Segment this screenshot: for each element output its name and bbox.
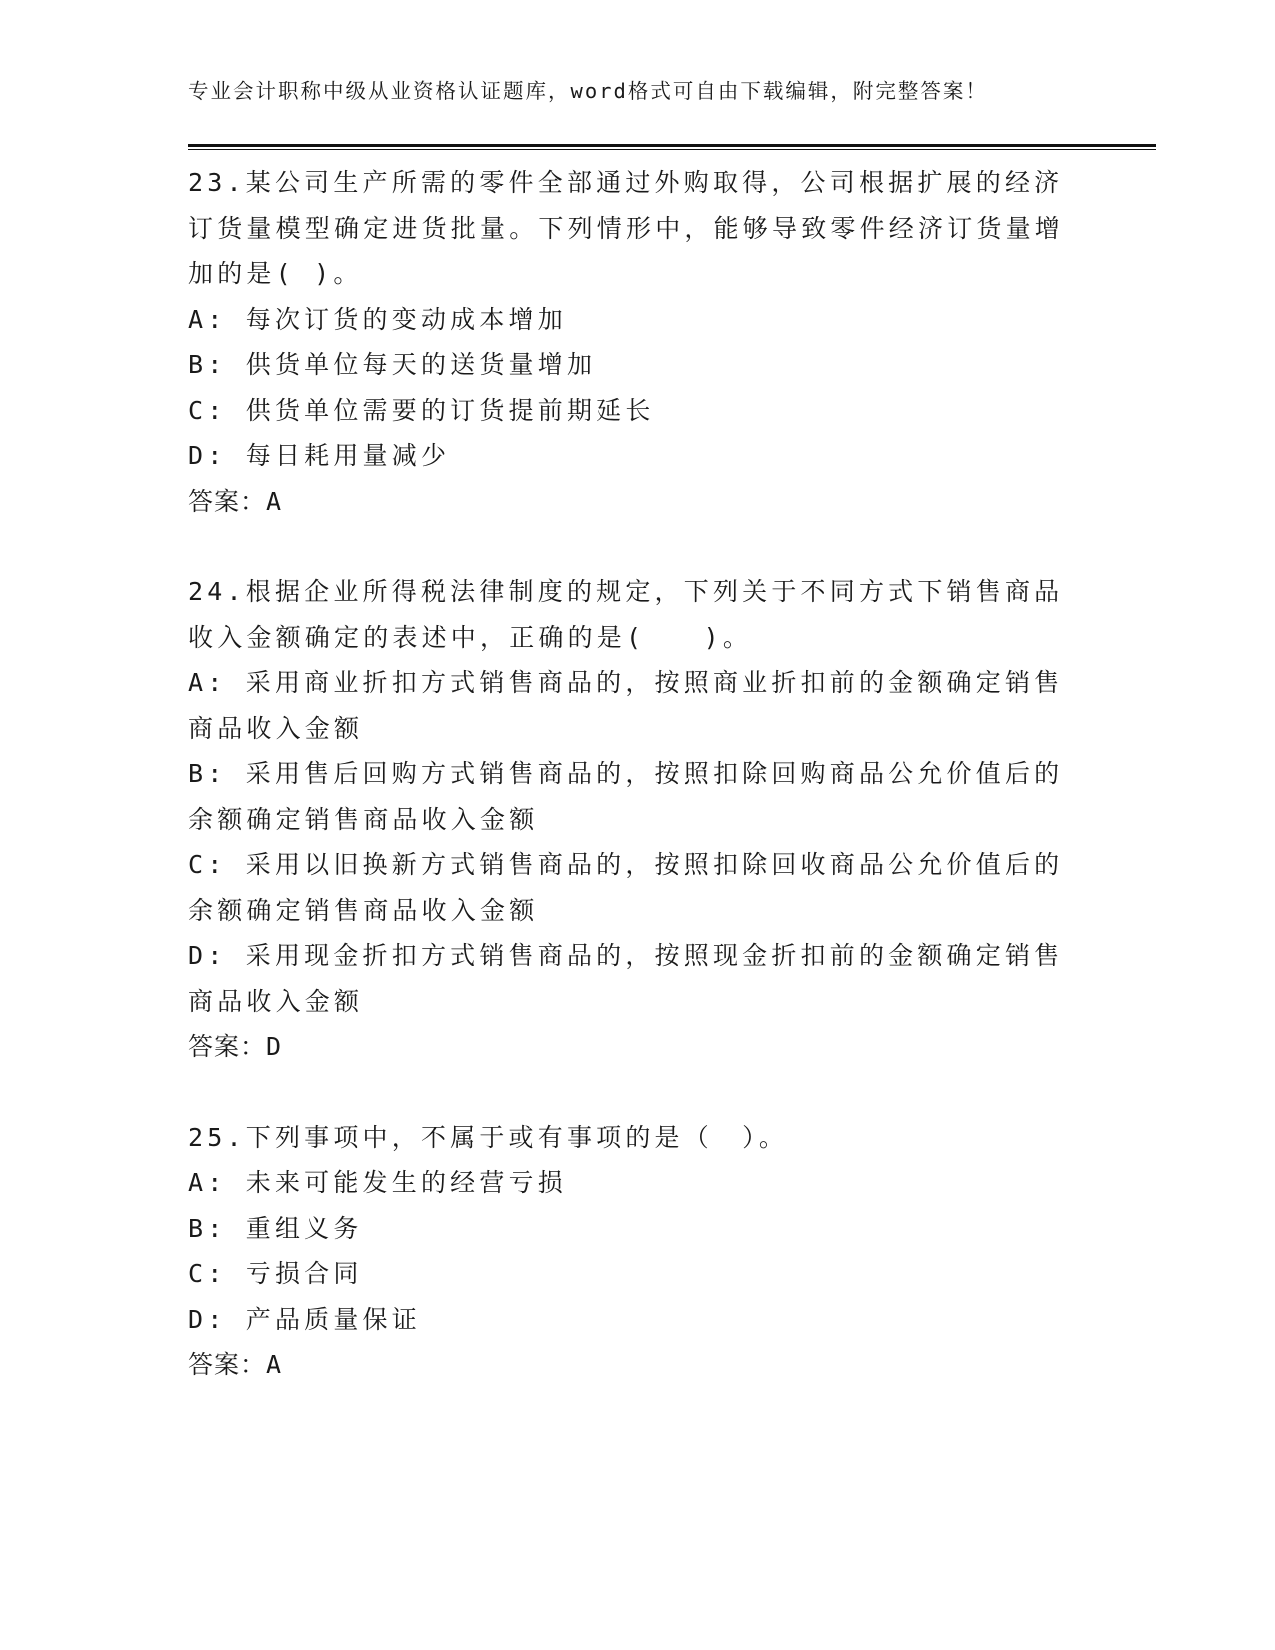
option-d: D: 采用现金折扣方式销售商品的，按照现金折扣前的金额确定销售商品收入金额 (188, 941, 1064, 1016)
header-divider (188, 144, 1156, 150)
option-d: D: 产品质量保证 (188, 1304, 421, 1334)
option-a: A: 每次订货的变动成本增加 (188, 304, 567, 334)
question-23 (188, 160, 1088, 524)
answer-value: A (266, 486, 283, 516)
option-c: C: 供货单位需要的订货提前期延长 (188, 395, 655, 425)
question-24 (188, 569, 1088, 1070)
answer (188, 1342, 1088, 1388)
option-b: B: 采用售后回购方式销售商品的，按照扣除回购商品公允价值后的余额确定销售商品收入金额 (188, 759, 1064, 834)
question-list (188, 160, 1088, 1388)
answer-value: D (266, 1032, 283, 1061)
answer (188, 479, 1088, 525)
option-d: D: 每日耗用量减少 (188, 441, 451, 470)
question-stem: 25.下列事项中，不属于或有事项的是（ ）。 (188, 1122, 789, 1152)
option-b: B: 重组义务 (188, 1213, 363, 1243)
option-b: B: 供货单位每天的送货量增加 (188, 350, 597, 379)
option-c: C: 亏损合同 (188, 1259, 363, 1288)
question-stem: 23.某公司生产所需的零件全部通过外购取得，公司根据扩展的经济订货量模型确定进货批量。下列情形中，能够导致零件经济订货量增加的是( )。 (188, 168, 1065, 288)
question-stem: 24.根据企业所得税法律制度的规定，下列关于不同方式下销售商品收入金额确定的表述中，正确的是( )。 (188, 577, 1064, 652)
option-c: C: 采用以旧换新方式销售商品的，按照扣除回收商品公允价值后的余额确定销售商品收入金额 (188, 850, 1064, 925)
answer-label: 答案： (188, 1350, 267, 1379)
question-25 (188, 1115, 1088, 1388)
page-header: 专业会计职称中级从业资格认证题库，word格式可自由下载编辑，附完整答案！ (188, 79, 988, 103)
question-gap (188, 1070, 1088, 1115)
option-a: A: 采用商业折扣方式销售商品的，按照商业折扣前的金额确定销售商品收入金额 (188, 668, 1064, 743)
answer-label: 答案： (188, 1032, 267, 1061)
answer-label: 答案： (188, 486, 267, 516)
answer-value: A (266, 1350, 283, 1379)
option-a: A: 未来可能发生的经营亏损 (188, 1168, 567, 1197)
answer (188, 1024, 1088, 1070)
question-gap (188, 524, 1088, 569)
